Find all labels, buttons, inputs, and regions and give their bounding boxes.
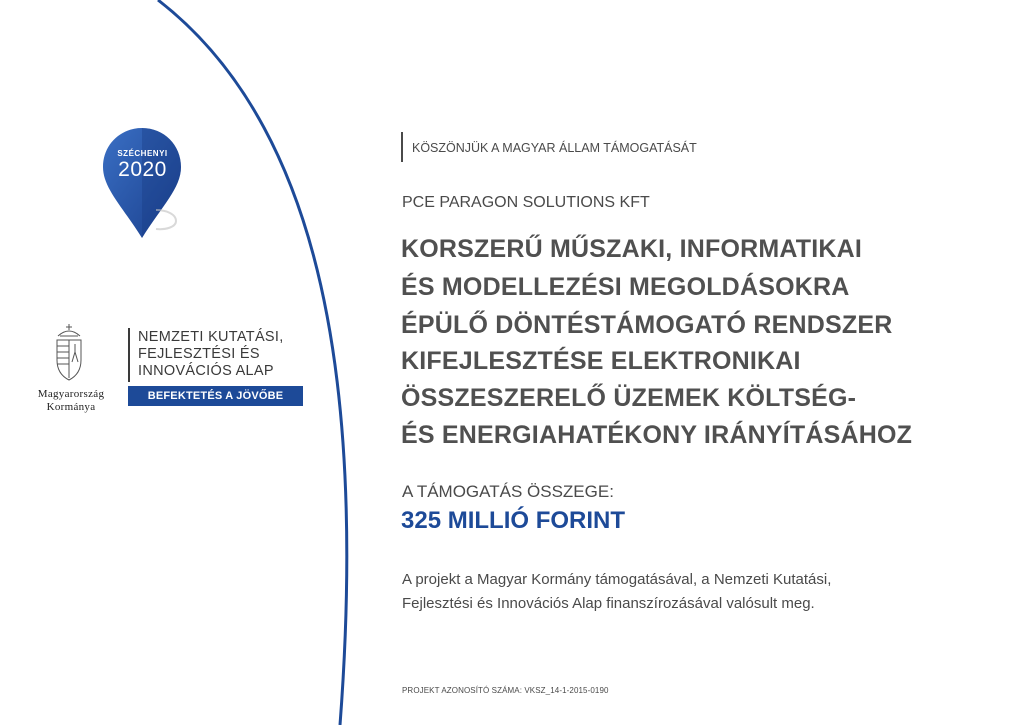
nkfi-divider (128, 328, 130, 382)
government-name-line2: Kormánya (46, 401, 96, 413)
amount-label: A TÁMOGATÁS ÖSSZEGE: (402, 482, 614, 501)
nkfi-name-line3: INNOVÁCIÓS ALAP (138, 363, 274, 379)
szechenyi-name: SZÉCHENYI (117, 149, 168, 158)
amount-value: 325 MILLIÓ FORINT (401, 507, 626, 534)
thanks-divider (401, 132, 403, 162)
szechenyi-2020-logo (100, 126, 185, 241)
project-id: PROJEKT AZONOSÍTÓ SZÁMA: VKSZ_14-1-2015-0190 (402, 686, 609, 695)
project-title-line: KORSZERŰ MŰSZAKI, INFORMATIKAI (401, 235, 863, 263)
nkfi-name-line1: NEMZETI KUTATÁSI, (138, 329, 284, 345)
thanks-text: KÖSZÖNJÜK A MAGYAR ÁLLAM TÁMOGATÁSÁT (412, 141, 697, 155)
szechenyi-pin-icon (100, 126, 185, 241)
description-line: A projekt a Magyar Kormány támogatásával, a Nemzeti Kutatási, (402, 571, 832, 588)
project-title-line: ÉS ENERGIAHATÉKONY IRÁNYÍTÁSÁHOZ (401, 421, 913, 449)
project-title-line: ÖSSZESZERELŐ ÜZEMEK KÖLTSÉG- (401, 384, 857, 412)
szechenyi-year: 2020 (118, 158, 167, 181)
project-title-line: ÉS MODELLEZÉSI MEGOLDÁSOKRA (401, 273, 850, 301)
coat-of-arms-icon (48, 322, 90, 384)
government-name-line1: Magyarország (37, 388, 105, 400)
nkfi-name-line2: FEJLESZTÉSI ÉS (138, 346, 260, 362)
project-title-line: KIFEJLESZTÉSE ELEKTRONIKAI (401, 347, 801, 375)
company-name: PCE PARAGON SOLUTIONS KFT (402, 194, 650, 211)
project-title-line: ÉPÜLŐ DÖNTÉSTÁMOGATÓ RENDSZER (401, 311, 893, 339)
description-line: Fejlesztési és Innovációs Alap finanszírozásával valósult meg. (402, 595, 815, 612)
nkfi-tagline-badge: BEFEKTETÉS A JÖVŐBE (128, 386, 303, 406)
